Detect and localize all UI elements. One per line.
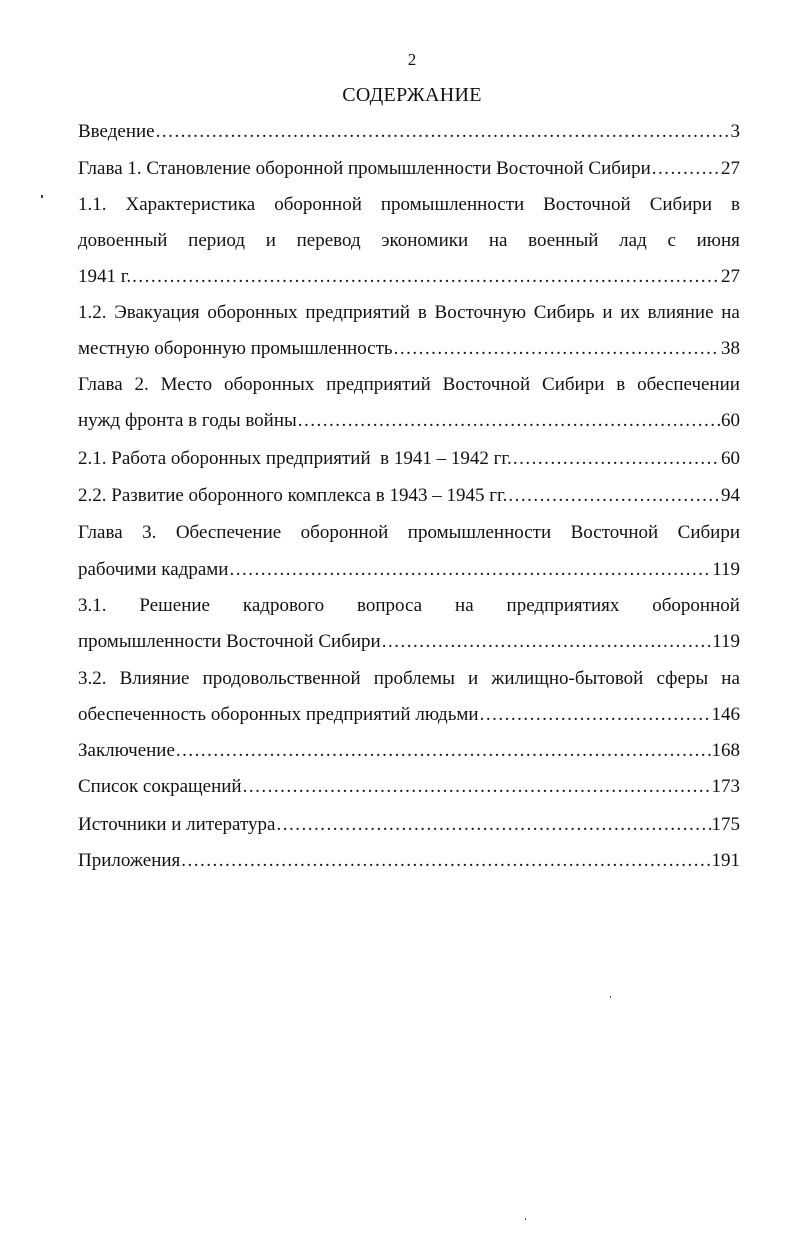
toc-word: на	[721, 302, 740, 323]
toc-entry-1-1-line-1	[78, 190, 740, 220]
toc-word: лад	[619, 230, 647, 251]
toc-entry-label: Список сокращений	[78, 776, 242, 797]
toc-word: и	[265, 230, 276, 251]
toc-word: Сибирь	[533, 302, 595, 323]
toc-leader-dots	[277, 810, 711, 840]
toc-word: на	[455, 595, 474, 616]
toc-word: и	[602, 302, 613, 323]
toc-word: вопроса	[357, 595, 423, 616]
toc-word: Обеспечение	[175, 522, 282, 543]
toc-word: с	[667, 230, 676, 251]
toc-entry-label: промышленности Восточной Сибири	[78, 631, 381, 652]
toc-entry-label: Источники и литература	[78, 814, 276, 835]
toc-word: в	[417, 302, 427, 323]
toc-word: их	[620, 302, 640, 323]
toc-page-number: 146	[711, 704, 740, 725]
toc-leader-dots	[382, 627, 711, 657]
toc-entry-2-2	[78, 481, 740, 511]
toc-page-number: 119	[712, 559, 740, 580]
toc-word: жилищно-бытовой	[491, 668, 644, 689]
toc-leader-dots	[176, 736, 711, 766]
toc-entry-label: 1941 г.	[78, 266, 132, 287]
toc-entry-abbreviations	[78, 772, 740, 802]
toc-entry-introduction	[78, 117, 740, 147]
toc-page-number: 3	[730, 121, 740, 142]
toc-entry-conclusion	[78, 736, 740, 766]
toc-entry-label: Введение	[78, 121, 155, 142]
toc-page-number: 168	[711, 740, 740, 761]
toc-word: довоенный	[78, 230, 168, 251]
toc-word: 1.2.	[78, 302, 107, 323]
toc-word: Решение	[139, 595, 210, 616]
toc-entry-2-1	[78, 444, 740, 474]
toc-entry-label: Глава 1. Становление оборонной промышленности Восточной Сибири	[78, 158, 651, 179]
toc-word: Восточной	[543, 194, 631, 215]
toc-word: Характеристика	[125, 194, 256, 215]
toc-entry-sources	[78, 810, 740, 840]
toc-word: Восточной	[442, 374, 531, 395]
scan-speck	[610, 996, 611, 998]
toc-word: Глава	[78, 522, 123, 543]
toc-entry-appendices	[78, 846, 740, 876]
scan-speck	[41, 195, 43, 198]
toc-word: в	[731, 194, 740, 215]
toc-word: 3.1.	[78, 595, 107, 616]
toc-word: промышленности	[407, 522, 552, 543]
toc-word: проблемы	[373, 668, 455, 689]
toc-entry-label: Приложения	[78, 850, 181, 871]
toc-word: Место	[160, 374, 213, 395]
toc-leader-dots	[298, 406, 720, 436]
toc-word: промышленности	[380, 194, 525, 215]
toc-word: Сибири	[649, 194, 713, 215]
toc-entry-chapter-3-line-2	[78, 555, 740, 585]
toc-word: предприятий	[305, 302, 411, 323]
toc-leader-dots	[181, 846, 710, 876]
toc-leader-dots	[394, 334, 720, 364]
toc-entry-label: обеспеченность оборонных предприятий людьми	[78, 704, 479, 725]
toc-word: Восточной	[570, 522, 659, 543]
toc-leader-dots	[480, 700, 711, 730]
toc-word: Влияние	[119, 668, 190, 689]
toc-entry-1-2-line-2	[78, 334, 740, 364]
toc-word: 3.	[142, 522, 157, 543]
toc-word: влияние	[647, 302, 714, 323]
toc-page-number: 173	[711, 776, 740, 797]
toc-word: 1.1.	[78, 194, 107, 215]
toc-entry-label: Заключение	[78, 740, 175, 761]
toc-entry-label: 2.2. Развитие оборонного комплекса в 1943 – 1945 гг.	[78, 485, 508, 506]
toc-entry-chapter-3-line-1	[78, 518, 740, 548]
toc-page-number: 175	[711, 814, 740, 835]
toc-entry-chapter-1	[78, 154, 740, 184]
toc-page-number: 27	[721, 266, 740, 287]
toc-entry-label: 2.1. Работа оборонных предприятий в 1941 – 1942 гг.	[78, 448, 512, 469]
toc-word: Сибири	[542, 374, 605, 395]
toc-word: перевод	[296, 230, 361, 251]
toc-leader-dots	[156, 117, 730, 147]
toc-word: кадрового	[242, 595, 325, 616]
toc-entry-1-1-line-2	[78, 226, 740, 256]
toc-entry-1-1-line-3	[78, 262, 740, 292]
toc-word: предприятий	[326, 374, 431, 395]
toc-word: оборонных	[207, 302, 298, 323]
toc-word: на	[488, 230, 508, 251]
scan-speck	[525, 1218, 526, 1220]
toc-word: обеспечении	[637, 374, 740, 395]
toc-word: военный	[528, 230, 599, 251]
toc-entry-chapter-2-line-2	[78, 406, 740, 436]
toc-entry-chapter-2-line-1	[78, 370, 740, 400]
page-title: СОДЕРЖАНИЕ	[342, 84, 482, 106]
toc-entry-label: рабочими кадрами	[78, 559, 229, 580]
toc-word: сферы	[656, 668, 709, 689]
toc-page-number: 60	[721, 448, 740, 469]
toc-word: оборонной	[300, 522, 389, 543]
toc-entry-label: нужд фронта в годы войны	[78, 410, 297, 431]
toc-leader-dots	[508, 481, 720, 511]
toc-leader-dots	[132, 262, 720, 292]
toc-word: Эвакуация	[114, 302, 200, 323]
toc-word: Глава	[78, 374, 123, 395]
toc-word: на	[721, 668, 740, 689]
toc-page-number: 27	[721, 158, 740, 179]
toc-word: июня	[696, 230, 740, 251]
toc-word: предприятиях	[506, 595, 620, 616]
toc-page-number: 119	[712, 631, 740, 652]
toc-entry-label: местную оборонную промышленность	[78, 338, 393, 359]
toc-page-number: 94	[721, 485, 740, 506]
toc-word: продовольственной	[202, 668, 361, 689]
toc-word: и	[467, 668, 479, 689]
toc-word: оборонной	[652, 595, 740, 616]
toc-word: Восточную	[434, 302, 527, 323]
toc-entry-3-1-line-2	[78, 627, 740, 657]
toc-page-number: 191	[711, 850, 740, 871]
toc-word: период	[188, 230, 246, 251]
toc-word: оборонной	[274, 194, 362, 215]
toc-word: Сибири	[677, 522, 740, 543]
toc-entry-1-2-line-1	[78, 298, 740, 328]
toc-word: 2.	[134, 374, 149, 395]
toc-word: экономики	[381, 230, 469, 251]
toc-page-number: 38	[721, 338, 740, 359]
toc-page-number: 60	[721, 410, 740, 431]
toc-entry-3-1-line-1	[78, 591, 740, 621]
toc-leader-dots	[652, 154, 720, 184]
toc-entry-3-2-line-2	[78, 700, 740, 730]
toc-word: оборонных	[223, 374, 315, 395]
toc-leader-dots	[513, 444, 720, 474]
page-number: 2	[407, 50, 417, 69]
toc-entry-3-2-line-1	[78, 664, 740, 694]
toc-word: в	[616, 374, 626, 395]
toc-leader-dots	[243, 772, 711, 802]
toc-leader-dots	[229, 555, 711, 585]
toc-word: 3.2.	[78, 668, 107, 689]
